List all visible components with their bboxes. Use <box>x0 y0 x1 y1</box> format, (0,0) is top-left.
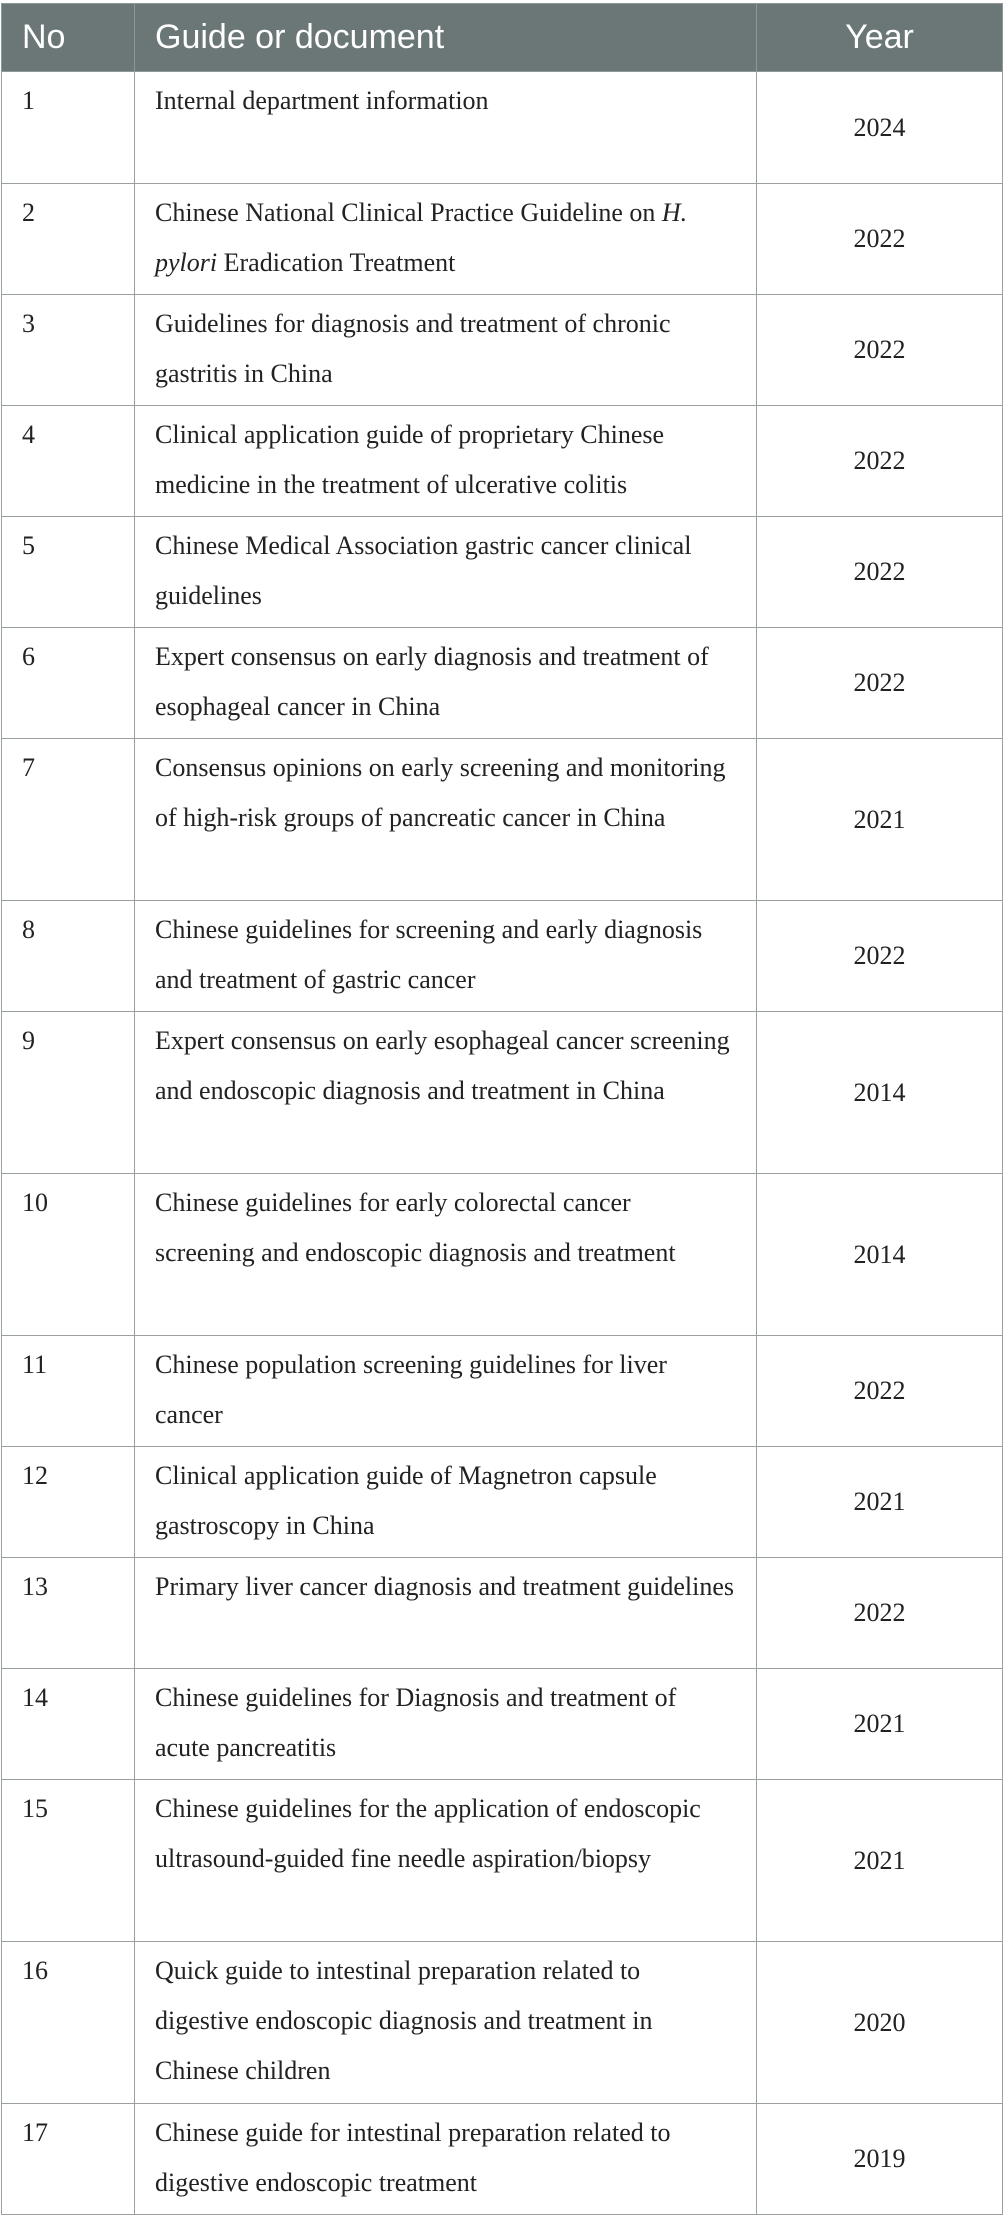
header-no: No <box>2 4 135 72</box>
table-row <box>2 1336 1003 1447</box>
cell-guide-title: Chinese population screening guidelines for liver cancer <box>135 1336 757 1447</box>
cell-no: 7 <box>2 739 135 901</box>
table-row <box>2 517 1003 628</box>
table-row <box>2 901 1003 1012</box>
title-text-pre: Chinese National Clinical Practice Guideline on <box>155 198 662 227</box>
cell-no: 1 <box>2 72 135 184</box>
table-row <box>2 1558 1003 1669</box>
cell-no: 10 <box>2 1174 135 1336</box>
cell-guide-title: Clinical application guide of Magnetron capsule gastroscopy in China <box>135 1447 757 1558</box>
cell-year: 2019 <box>757 2104 1003 2215</box>
cell-year: 2020 <box>757 1942 1003 2104</box>
cell-no: 17 <box>2 2104 135 2215</box>
cell-no: 12 <box>2 1447 135 1558</box>
cell-no: 2 <box>2 184 135 295</box>
cell-guide-title: Chinese guidelines for screening and early diagnosis and treatment of gastric cancer <box>135 901 757 1012</box>
cell-year: 2021 <box>757 1447 1003 1558</box>
table-body <box>2 72 1003 2215</box>
cell-year: 2022 <box>757 628 1003 739</box>
table-row <box>2 1669 1003 1780</box>
cell-guide-title: Clinical application guide of proprietary Chinese medicine in the treatment of ulcerative colitis <box>135 406 757 517</box>
cell-no: 9 <box>2 1012 135 1174</box>
cell-guide-title: Chinese guide for intestinal preparation related to digestive endoscopic treatment <box>135 2104 757 2215</box>
table-row <box>2 1942 1003 2104</box>
cell-year: 2022 <box>757 295 1003 406</box>
cell-year: 2022 <box>757 406 1003 517</box>
title-text-italic: H. pylori <box>155 198 688 277</box>
cell-year: 2021 <box>757 1780 1003 1942</box>
table-row <box>2 72 1003 184</box>
cell-guide-title: Internal department information <box>135 72 757 184</box>
cell-guide-title: Expert consensus on early diagnosis and treatment of esophageal cancer in China <box>135 628 757 739</box>
cell-no: 16 <box>2 1942 135 2104</box>
cell-guide-title: Primary liver cancer diagnosis and treatment guidelines <box>135 1558 757 1669</box>
cell-guide-title <box>135 184 757 295</box>
table-row <box>2 628 1003 739</box>
guidelines-table <box>1 3 1003 2215</box>
title-text-post: Eradication Treatment <box>217 248 456 277</box>
cell-guide-title: Expert consensus on early esophageal cancer screening and endoscopic diagnosis and treatment in China <box>135 1012 757 1174</box>
table-row <box>2 1174 1003 1336</box>
table-row <box>2 1012 1003 1174</box>
cell-year: 2021 <box>757 1669 1003 1780</box>
table-row <box>2 295 1003 406</box>
cell-no: 13 <box>2 1558 135 1669</box>
cell-no: 15 <box>2 1780 135 1942</box>
cell-year: 2022 <box>757 1558 1003 1669</box>
cell-guide-title: Chinese Medical Association gastric cancer clinical guidelines <box>135 517 757 628</box>
table-row <box>2 1447 1003 1558</box>
cell-guide-title: Chinese guidelines for early colorectal cancer screening and endoscopic diagnosis and treatment <box>135 1174 757 1336</box>
cell-no: 3 <box>2 295 135 406</box>
cell-no: 11 <box>2 1336 135 1447</box>
cell-year: 2014 <box>757 1012 1003 1174</box>
cell-guide-title: Quick guide to intestinal preparation related to digestive endoscopic diagnosis and treatment in Chinese children <box>135 1942 757 2104</box>
cell-guide-title: Chinese guidelines for the application of endoscopic ultrasound-guided fine needle aspiration/biopsy <box>135 1780 757 1942</box>
cell-year: 2022 <box>757 517 1003 628</box>
cell-year: 2021 <box>757 739 1003 901</box>
cell-guide-title: Consensus opinions on early screening and monitoring of high-risk groups of pancreatic cancer in China <box>135 739 757 901</box>
header-year: Year <box>757 4 1003 72</box>
table-header <box>2 4 1003 72</box>
cell-year: 2014 <box>757 1174 1003 1336</box>
cell-no: 4 <box>2 406 135 517</box>
table-row <box>2 184 1003 295</box>
cell-year: 2024 <box>757 72 1003 184</box>
cell-year: 2022 <box>757 184 1003 295</box>
table-row <box>2 2104 1003 2215</box>
cell-guide-title: Guidelines for diagnosis and treatment of chronic gastritis in China <box>135 295 757 406</box>
cell-no: 5 <box>2 517 135 628</box>
cell-no: 14 <box>2 1669 135 1780</box>
cell-year: 2022 <box>757 1336 1003 1447</box>
cell-year: 2022 <box>757 901 1003 1012</box>
table-row <box>2 1780 1003 1942</box>
table-row <box>2 739 1003 901</box>
cell-no: 6 <box>2 628 135 739</box>
table-row <box>2 406 1003 517</box>
cell-no: 8 <box>2 901 135 1012</box>
cell-guide-title: Chinese guidelines for Diagnosis and treatment of acute pancreatitis <box>135 1669 757 1780</box>
header-row <box>2 4 1003 72</box>
header-guide: Guide or document <box>135 4 757 72</box>
